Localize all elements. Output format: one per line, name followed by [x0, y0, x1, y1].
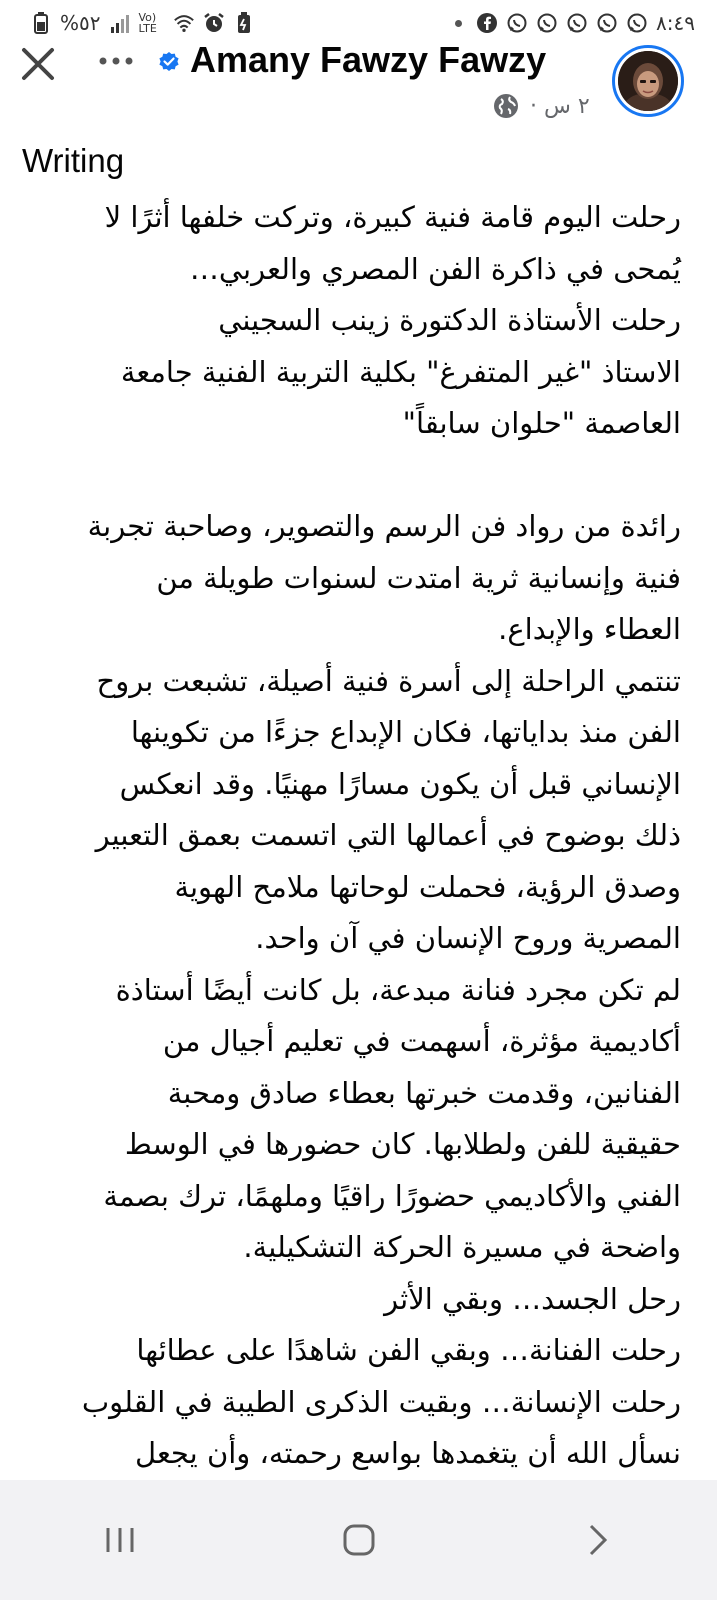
- status-bar-left: [30, 11, 255, 35]
- post-line: رحلت الفنانة… وبقي الفن شاهدًا على عطائها: [136, 1333, 681, 1367]
- facebook-icon: [476, 12, 498, 34]
- post-line: الفن منذ بداياتها، فكان الإبداع جزءًا من تكوينها: [130, 715, 681, 749]
- post-line: تنتمي الراحلة إلى أسرة فنية أصيلة، تشبعت بروح: [96, 663, 681, 698]
- post-line: فنية وإنسانية ثرية امتدت لسنوات طويلة من: [156, 560, 681, 595]
- post-heading: Writing: [22, 142, 125, 179]
- post-line: رحلت الأستاذة الدكتورة زينب السجيني: [218, 303, 681, 337]
- post-line: الاستاذ "غير المتفرغ" بكلية التربية الفنية جامعة: [120, 354, 681, 389]
- post-line: العاصمة "حلوان سابقاً": [402, 406, 681, 440]
- network-label: Vo) LTE: [138, 11, 157, 35]
- more-options-button[interactable]: [98, 46, 134, 76]
- wifi-icon: [173, 12, 195, 34]
- post-line: رائدة من رواد فن الرسم والتصوير، وصاحبة تجربة: [87, 509, 681, 543]
- post-line: المصرية وروح الإنسان في آن واحد.: [255, 921, 681, 955]
- post-line: أكاديمية مؤثرة، أسهمت في تعليم أجيال من: [162, 1024, 681, 1058]
- system-nav-bar: [0, 1480, 717, 1600]
- post-line: العطاء والإبداع.: [498, 612, 681, 646]
- post-line: ذلك بوضوح في أعمالها التي اتسمت بعمق التعبير: [95, 818, 681, 852]
- more-icon: [98, 46, 134, 76]
- post-line: وصدق الرؤية، فحملت لوحاتها ملامح الهوية: [174, 869, 681, 904]
- post-header: [0, 40, 717, 128]
- status-bar-right: [455, 11, 695, 35]
- post-line: لم تكن مجرد فنانة مبدعة، بل كانت أيضًا أستاذة: [115, 972, 681, 1007]
- whatsapp-icon: [596, 12, 618, 34]
- post-line: الفني والأكاديمي حضورًا راقيًا وملهمًا، ترك بصمة: [103, 1178, 681, 1213]
- close-button[interactable]: [18, 44, 58, 84]
- notification-dot: [455, 20, 462, 27]
- battery-percent: %٥٢: [60, 11, 101, 35]
- post-line: رحلت الإنسانة… وبقيت الذكرى الطيبة في القلوب: [81, 1384, 681, 1419]
- post-line: نسأل الله أن يتغمدها بواسع رحمته، وأن يجعل: [134, 1436, 681, 1470]
- globe-icon: [492, 92, 520, 120]
- home-button[interactable]: [329, 1510, 389, 1570]
- post-time: ٢ س ·: [530, 93, 590, 119]
- whatsapp-icon: [536, 12, 558, 34]
- author-name[interactable]: Amany Fawzy Fawzy: [190, 39, 547, 80]
- signal-icon: [109, 12, 131, 34]
- whatsapp-icon: [626, 12, 648, 34]
- post-line: [31, 450, 681, 502]
- post-line: حقيقية للفن ولطلابها. كان حضورها في الوسط: [124, 1127, 681, 1161]
- home-icon: [342, 1523, 376, 1557]
- post-line: الفنانين، وقدمت خبرتها بعطاء صادق ومحبة: [167, 1075, 681, 1110]
- post-line: يُمحى في ذاكرة الفن المصري والعربي…: [189, 251, 681, 286]
- battery-icon: [30, 12, 52, 34]
- alarm-icon: [203, 12, 225, 34]
- whatsapp-icon: [506, 12, 528, 34]
- close-icon: [18, 44, 58, 84]
- post-line: رحل الجسد… وبقي الأثر: [384, 1281, 681, 1316]
- battery-saver-icon: [233, 12, 255, 34]
- whatsapp-icon: [566, 12, 588, 34]
- back-button[interactable]: [568, 1510, 628, 1570]
- post-line: الإنساني قبل أن يكون مسارًا مهنيًا. وقد انعكس: [119, 766, 681, 801]
- avatar: [618, 51, 678, 111]
- clock: ٨:٤٩: [656, 11, 695, 35]
- recent-apps-button[interactable]: [90, 1510, 150, 1570]
- author-avatar[interactable]: [612, 45, 684, 117]
- post-body: [31, 192, 681, 1531]
- post-line: واضحة في مسيرة الحركة التشكيلية.: [243, 1230, 681, 1264]
- recent-apps-icon: [102, 1525, 138, 1555]
- chevron-right-icon: [586, 1523, 610, 1557]
- verified-badge-icon: [158, 51, 180, 73]
- post-meta: [492, 92, 590, 120]
- post-line: رحلت اليوم قامة فنية كبيرة، وتركت خلفها أثرًا لا: [104, 200, 681, 234]
